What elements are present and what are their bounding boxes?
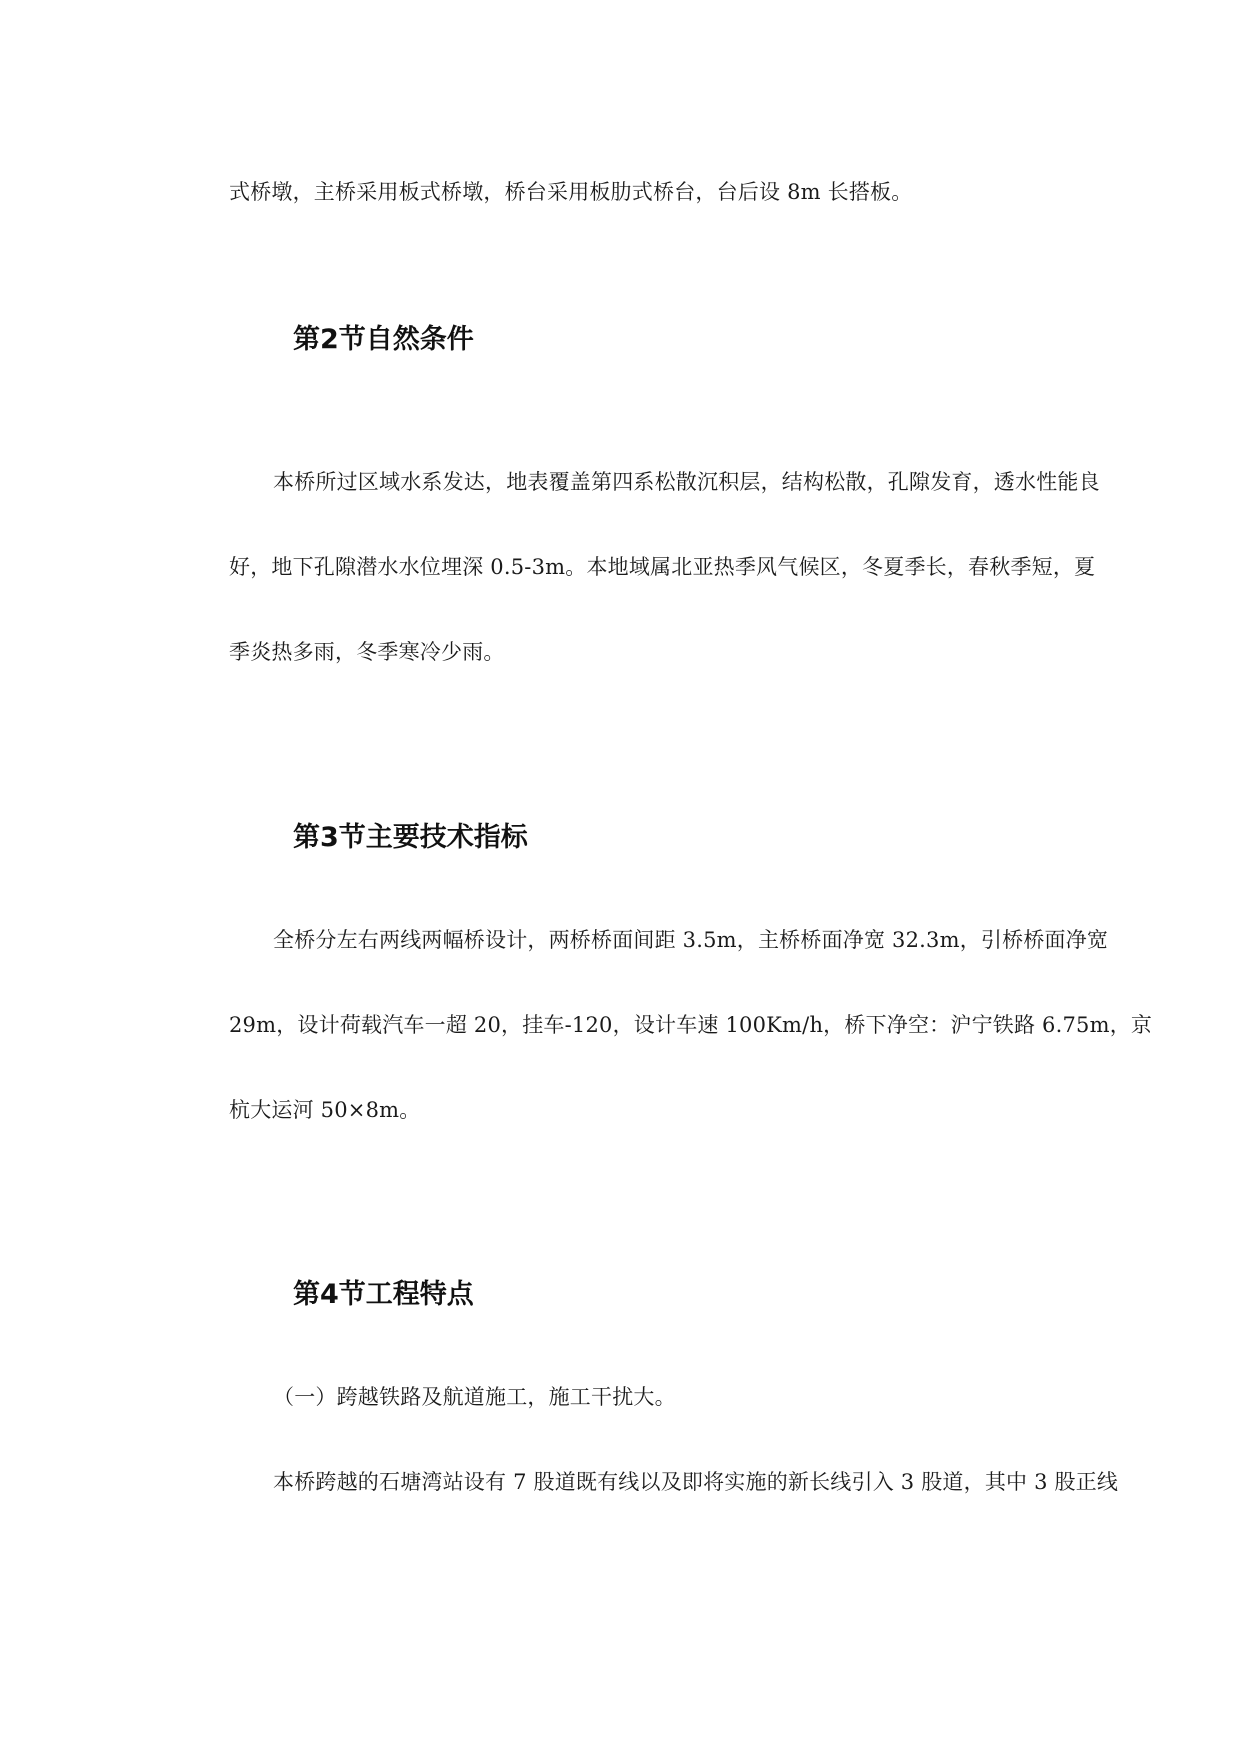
section-3-paragraph-line-2: 29m，设计荷载汽车一超 20，挂车-120，设计车速 100Km/h，桥下净空：沪宁铁路 6.75m，京 bbox=[229, 1013, 1153, 1037]
section-4-paragraph-line-1: 本桥跨越的石塘湾站设有 7 股道既有线以及即将实施的新长线引入 3 股道，其中 3 股正线 bbox=[273, 1470, 1119, 1494]
section-2-paragraph-line-2: 好，地下孔隙潜水水位埋深 0.5-3m。本地域属北亚热季风气候区，冬夏季长，春秋季短，夏 bbox=[229, 555, 1096, 579]
section-2-paragraph-line-3: 季炎热多雨，冬季寒冷少雨。 bbox=[229, 640, 505, 664]
section-3-heading: 第3节主要技术指标 bbox=[293, 822, 528, 853]
section-3-paragraph-line-1: 全桥分左右两线两幅桥设计，两桥桥面间距 3.5m，主桥桥面净宽 32.3m，引桥桥面净宽 bbox=[273, 928, 1109, 952]
section-4-subheading: （一）跨越铁路及航道施工，施工干扰大。 bbox=[273, 1385, 676, 1409]
section-4-heading: 第4节工程特点 bbox=[293, 1279, 474, 1310]
intro-paragraph-line: 式桥墩，主桥采用板式桥墩，桥台采用板肋式桥台，台后设 8m 长搭板。 bbox=[229, 180, 913, 204]
section-3-paragraph-line-3: 杭大运河 50×8m。 bbox=[229, 1098, 421, 1122]
section-2-paragraph-line-1: 本桥所过区域水系发达，地表覆盖第四系松散沉积层，结构松散，孔隙发育，透水性能良 bbox=[273, 470, 1100, 494]
section-2-heading: 第2节自然条件 bbox=[293, 324, 474, 355]
